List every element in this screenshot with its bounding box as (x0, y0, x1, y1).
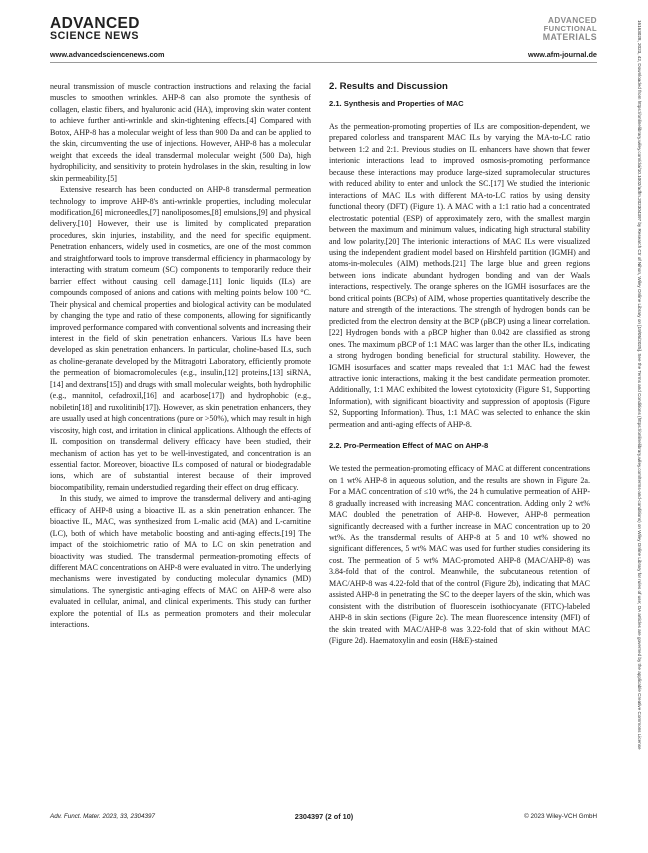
subsection-title-permeation: 2.2. Pro-Permeation Effect of MAC on AHP-8 (329, 441, 489, 451)
subsection-title-synthesis: 2.1. Synthesis and Properties of MAC (329, 99, 464, 108)
journal-logo-line1: ADVANCED (548, 16, 597, 25)
journal-logo-line3: MATERIALS (542, 32, 597, 42)
logo-line-science-news: SCIENCE NEWS (50, 30, 140, 42)
publisher-logo (50, 17, 140, 42)
paragraph-research-background: Extensive research has been conducted on AHP-8 transdermal permeation technology to improve AHP-8's anti-wrinkle properties, including molecular modification,[6] microneedles,[7] nanoliposomes,[8] emulsions,[9] and physical delivery.[10] However, their use is limited by complicated preparation procedures, skin injuries, instability, and the need for specific equipment. Penetration enhancers, widely used in cosmetics, are one of the most common and straightforward tools to improve transdermal efficiency in pharmacology by interacting with stratum corneum (SC) components to temporarily reduce their barrier effect without causing cell damage.[11] Ionic liquids (ILs) are compounds composed of anions and cations with melting points below 100 °C. Their physical and chemical properties and biological activity can be modulated by changing the type and ratio of these components, allowing for significantly improved performance compared with conventional solvents and increasing their interest in the field of skin penetration enhancers. Various ILs have been developed as skin penetration enhancers. In particular, choline-based ILs, such as choline-geranate developed by the Mitragotri Laboratory, efficiently promote the permeation of biomacromolecules (e.g., insulin,[12] proteins,[13] siRNA,[14] and dextrans[15]) and drugs with small molecular weights, both hydrophilic (e.g., mannitol, cefadroxil,[16] and acarbose[17]) and hydrophobic (e.g., nobiletin[18] and ruxolitinib[17]). However, as skin penetration enhancers, they are usually used at high concentrations (pure or >50%), which may result in high viscosity, high cost, and irritation in clinical applications. Although the effects of IL composition on transdermal delivery efficacy have been studied, their mechanism of action has yet to be well-investigated, and concentration is an essential factor. Moreover, bioactive ILs composed of natural or biodegradable ions, which are of substantial interest because of their improved biocompatibility, remain understudied regarding their effect on drug efficacy. (50, 185, 311, 492)
right-column (329, 81, 590, 646)
header-divider (50, 62, 597, 63)
footer-page-number: 2304397 (2 of 10) (294, 812, 354, 821)
journal-logo-line2: FUNCTIONAL (543, 24, 597, 33)
publisher-url[interactable]: www.advancedsciencenews.com (50, 50, 165, 59)
download-notice-sidebar (634, 20, 644, 825)
paragraph-permeation: We tested the permeation-promoting efficacy of MAC at different concentrations on 1 wt% AHP-8 in aqueous solution, and the results are shown in Figure 2a. For a MAC concentration of ≤10 wt%, the 24 h cumulative permeation of AHP-8 gradually increased with increasing MAC concentration. Adding only 2 wt% MAC doubled the penetration of AHP-8. However, AHP-8 permeation significantly decreased with a further increase in MAC concentration up to 20 wt%. As the transdermal results of AHP-8 at 5 and 10 wt% showed no significant differences, 5 wt% MAC was used for further studies considering its cost. The permeation of 5 wt% MAC-promoted AHP-8 (MAC/AHP-8) was 3.84-fold that of the control. Meanwhile, the subcutaneous retention of MAC/AHP-8 was 4.22-fold that of the control (Figure 2b), indicating that MAC assisted AHP-8 in penetrating the SC to the deeper layers of the skin, which was consistent with the distribution of fluorescein isothiocyanate (FITC)-labeled AHP-8 in skin sections (Figure 2c). The mean fluorescence intensity (MFI) of the skin treated with MAC/AHP-8 was 3.22-fold that of skin without MAC (Figure 2d). Haematoxylin and eosin (H&E)-stained (329, 464, 590, 646)
download-notice-text: 16163028, 2023, 42, Downloaded from https://onlinelibrary.wiley.com/doi/10.1002/adfm.202304397 by Research Ctr of Nihon, Wiley Online Library on [19/05/2025]. See the Terms and Conditions (https://onlinelibrary.wiley.com/terms-and-conditions) on Wiley Online Library for rules of use; OA articles are governed by the applicable Creative Commons License (637, 20, 642, 750)
left-column (50, 81, 311, 631)
logo-line-advanced: ADVANCED (50, 15, 140, 32)
paragraph-intro-continued: neural transmission of muscle contraction instructions and relaxing the facial muscles to smoothen wrinkles. AHP-8 can also promote the synthesis of collagen, elastic fibers, and hyaluronic acid (HA), improving skin water content to achieve further anti-wrinkle and skin-tightening effects.[4] Compared with Botox, AHP-8 has a molecular weight of less than 900 Da and can be applied to the skin, circumventing the use of injections. However, AHP-8 has a molecular weight that exceeds the ideal transdermal molecular weight (500 Da), high hydrophilicity, and sensitivity to protein hydrolases in the skin, resulting in low skin permeability.[5] (50, 82, 311, 183)
footer-citation: Adv. Funct. Mater. 2023, 33, 2304397 (50, 813, 156, 820)
journal-logo (477, 16, 597, 42)
section-title: 2. Results and Discussion (329, 81, 448, 92)
paragraph-study-aim: In this study, we aimed to improve the transdermal delivery and anti-aging efficacy of AHP-8 using a bioactive IL as a skin penetration enhancer. The bioactive IL, MAC, was synthesized from L-malic acid (MA) and L-carnitine (LC), both of which have metabolic boosting and anti-aging effects.[19] The impact of the stoichiometric ratio of MA to LC on skin penetration and bioactivity was studied. The transdermal permeation-promoting effects of different MAC concentrations on AHP-8 were evaluated in vitro. The underlying mechanisms were investigated by conducting molecular dynamics (MD) simulations. The synergistic anti-aging effects of MAC on AHP-8 were also evaluated in cellular, animal, and clinical experiments. This study can further explore the potential of ILs as permeation promoters and their molecular interactions. (50, 494, 311, 630)
paragraph-synthesis: As the permeation-promoting properties of ILs are composition-dependent, we prepared colorless and transparent MAC ILs by varying the MA-to-LC ratio between 1:2 and 2:1. Previous studies on IL enhancers have shown that fewer interionic interactions lead to improved osmosis-promoting performance because these interactions may produce large-sized supramolecular structures with reduced ability to enter and unlock the SC.[17] We studied the interionic interactions of MAC ILs with different MA-to-LC ratios by using density functional theory (DFT) (Figure 1). A MAC with a 1:1 ratio had a concentrated electrostatic potential (ESP) of approximately zero, with the smallest margin between the maximum and minimum values, indicating high structural stability and low polarity.[20] The interionic interactions of MAC ILs were visualized using the independent gradient model based on Hirshfeld partition (IGMH) and atoms-in-molecules (AIM) methods.[21] The large blue and green regions between ions indicate abundant hydrogen bonding and van der Waals interactions, respectively. The orange spheres on the IGMH isosurfaces are the bond critical points (BCPs) of AIM, whose properties quantitatively describe the nature and strength of the interactions. The strength of hydrogen bonds can be predicted from the electron density at the BCP (ρBCP) using a linear correlation.[22] Hydrogen bonds with a ρBCP higher than 0.042 are classified as strong ones. The maximum ρBCP of 1:1 MAC was larger than the other ILs, indicating a strong hydrogen bonding beneficial for structural stability. However, the IGMH isosurfaces and scatter maps revealed that 1:1 MAC had the fewest attractive ionic interactions, making it the best candidate permeation promoter. Additionally, 1:1 MAC exhibited the lowest cytotoxicity (Figure S1, Supporting Information), with significant bioactivity and suppression of apoptosis (Figure S2, Supporting Information). Thus, 1:1 MAC was selected to enhance the skin permeation and anti-aging effects of AHP-8. (329, 122, 590, 429)
footer-copyright: © 2023 Wiley-VCH GmbH (524, 813, 597, 820)
journal-url[interactable]: www.afm-journal.de (527, 50, 597, 59)
